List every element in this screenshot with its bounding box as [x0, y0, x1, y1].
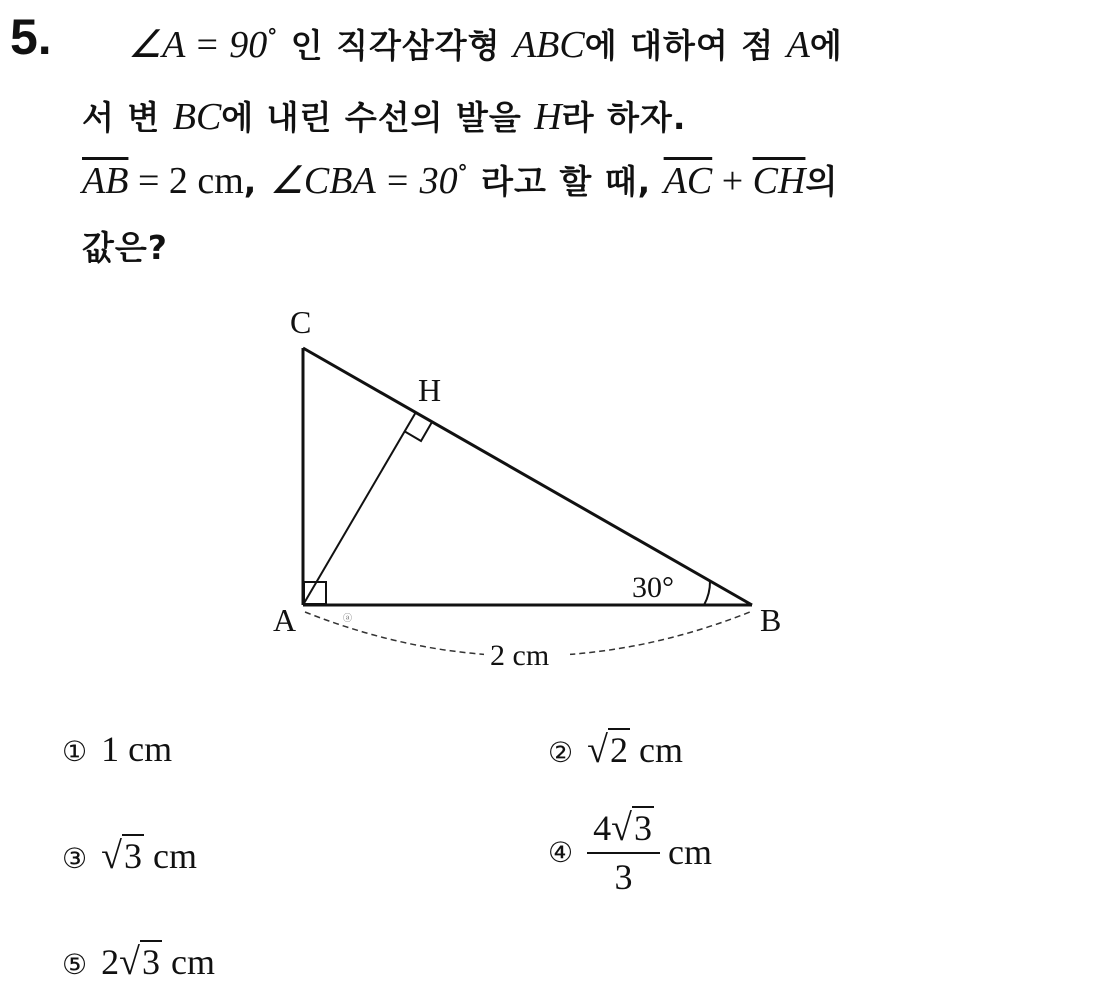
angle-label-30: 30° — [632, 571, 674, 604]
length-label: 2 cm — [490, 639, 550, 672]
sqrt: √2 — [587, 729, 628, 771]
vertex-label-c: C — [290, 304, 312, 340]
question-line-3: $\overline{AB} = 2$ cm, ∠CBA = 30° 라고 할 때, $\overline{AC} + \overline{CH}$의 — [82, 160, 839, 202]
question-line-2: 서 변 BC에 내린 수선의 발을 H라 하자. — [82, 96, 687, 138]
question-line-4: 값은? — [82, 228, 168, 267]
question-line-1: ∠A = 90° 인 직각삼각형 ABC에 대하여 점 A에 — [128, 24, 843, 66]
choice-1[interactable]: ① 1 cm — [62, 729, 173, 769]
altitude-ah — [303, 412, 416, 605]
choice-5[interactable]: ⑤ 2√3 cm — [62, 941, 215, 983]
side-bc — [303, 348, 752, 605]
sqrt: √3 — [119, 941, 160, 983]
vertex-label-h: H — [418, 372, 442, 408]
sqrt: √3 — [101, 835, 142, 877]
vertex-label-a: A — [273, 602, 297, 638]
choice-2[interactable]: ② √2 cm — [548, 729, 683, 771]
angle-arc-b — [704, 581, 710, 605]
question-number: 5. — [10, 9, 52, 65]
vertex-label-b: B — [760, 602, 782, 638]
tick-mark: ⓐ — [343, 614, 353, 624]
choice-4[interactable]: ④ $\frac{4√3}{3}$ cm — [548, 807, 712, 897]
choice-3[interactable]: ③ √3 cm — [62, 835, 197, 877]
fraction: $\frac{4√3}{3}$ — [587, 806, 660, 898]
